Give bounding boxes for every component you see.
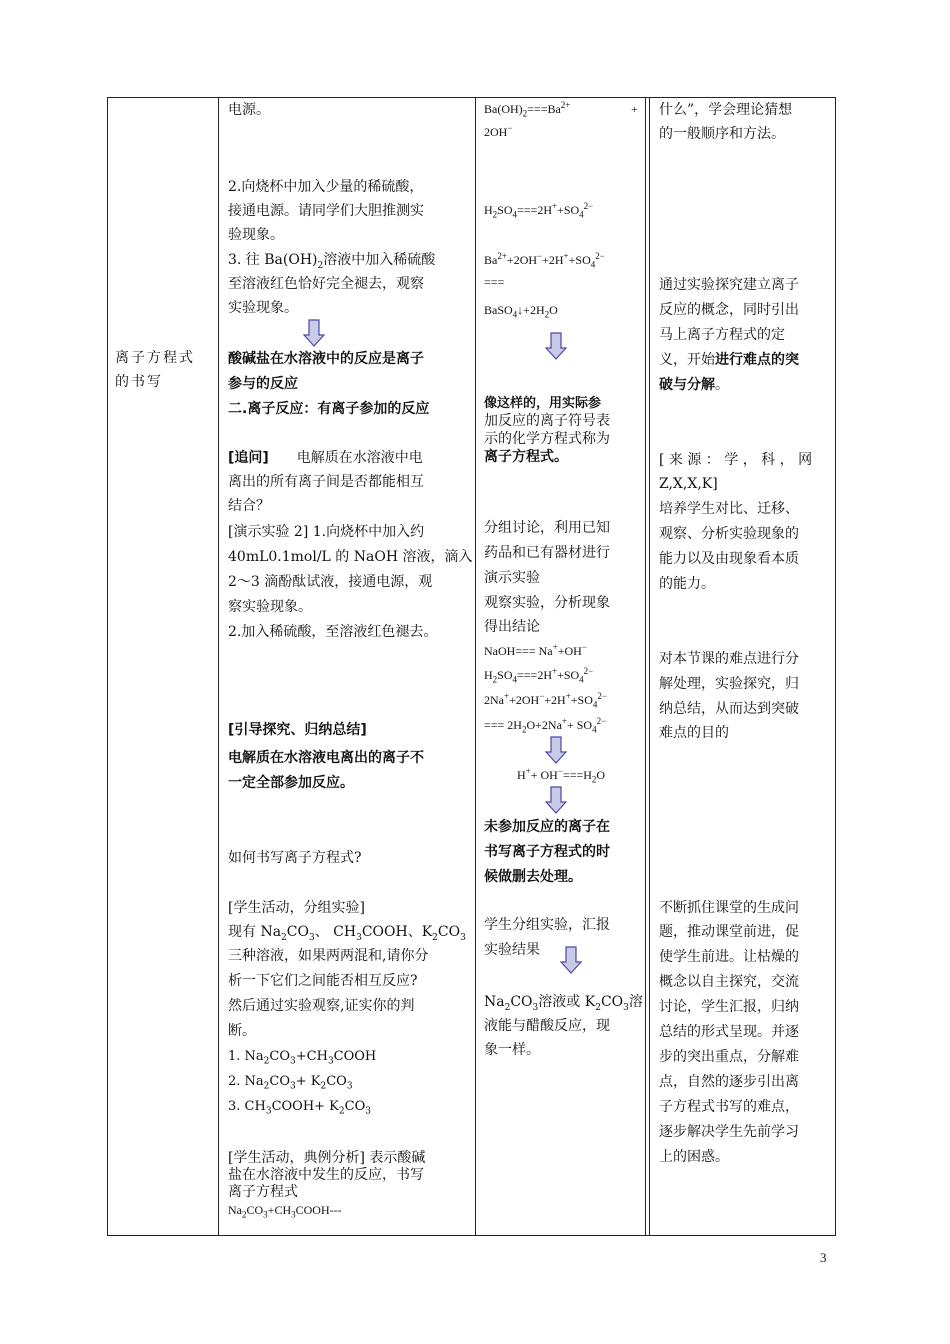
text-line: [追问] 电解质在水溶液中电 — [228, 450, 423, 466]
text-line: 破与分解。 — [659, 377, 729, 393]
source-note: Z,X,X,K] — [659, 476, 718, 492]
text-line: 离出的所有离子间是否都能相互 — [228, 474, 424, 490]
text-line: 什么”，学会理论猜想 — [659, 102, 793, 118]
text-line: 液能与醋酸反应，现 — [484, 1018, 610, 1034]
text-line: 义，开始进行难点的突 — [659, 352, 799, 368]
subsection-heading: [引导探究、归纳总结] — [228, 722, 367, 738]
text-line: [学生活动，典例分析] 表示酸碱 — [228, 1150, 426, 1166]
equation: === — [484, 275, 505, 289]
down-arrow-icon — [303, 319, 325, 347]
definition-line: 像这样的，用实际参 — [484, 396, 602, 411]
key-statement: 参与的反应 — [228, 376, 298, 392]
text-line: 学生分组实验，汇报 — [484, 917, 610, 933]
text-line: 使学生前进。让枯燥的 — [659, 949, 799, 965]
down-arrow-icon — [545, 332, 567, 360]
reaction-item: 1. $Na_2CO_3+CH_3COOH$ — [228, 1049, 377, 1067]
equation: === $2H_2O+2Na^++ SO_4^{2-}$ — [484, 716, 607, 735]
text-line: 40mL0.1mol/L 的 NaOH 溶液，滴入 — [228, 549, 473, 565]
text-line: 上的困惑。 — [659, 1149, 729, 1165]
text-line: 点，自然的逐步引出离 — [659, 1074, 799, 1090]
text-line: 药品和已有器材进行 — [484, 545, 610, 561]
equation: 2OH− — [484, 123, 513, 139]
text-line: $Na_2CO_3$溶液或 $K_2CO_3$溶 — [484, 994, 643, 1013]
equation: + — [631, 102, 638, 116]
equation: $2Na^++2OH^-+2H^++SO_4^{2-}$ — [484, 691, 607, 710]
text-line: 观察、分析实验现象的 — [659, 526, 799, 542]
reaction-item: 2. $Na_2CO_3+ K_2CO_3$ — [228, 1074, 353, 1092]
text-line: 析一下它们之间能否相互反应? — [228, 973, 418, 989]
text-line: 题，推动课堂前进，促 — [659, 924, 799, 940]
text-line: 2～3 滴酚酞试液，接通电源，观 — [228, 574, 433, 590]
text-line: 逐步解决学生先前学习 — [659, 1124, 799, 1140]
text-line: 不断抓住课堂的生成问 — [659, 900, 799, 916]
text-line: 能力以及由现象看本质 — [659, 551, 799, 567]
text-line: 电源。 — [228, 102, 270, 118]
definition-line: 离子方程式。 — [484, 449, 568, 465]
text-line: 讨论，学生汇报，归纳 — [659, 999, 799, 1015]
text-line: 马上离子方程式的定 — [659, 327, 785, 343]
text-line: [演示实验 2] 1.向烧杯中加入约 — [228, 524, 425, 540]
equation: $H_2SO_4===2H^++SO_4^{2-}$ — [484, 666, 594, 685]
key-statement: 酸碱盐在水溶液中的反应是离子 — [228, 351, 424, 367]
text-line: 断。 — [228, 1023, 256, 1039]
key-statement: 电解质在水溶液电离出的离子不 — [228, 750, 424, 766]
text-line: 结合？ — [228, 498, 270, 514]
text-line: 分组讨论，利用已知 — [484, 520, 610, 536]
text-line: 如何书写离子方程式? — [228, 850, 362, 866]
text-line: 2.向烧杯中加入少量的稀硫酸， — [228, 179, 424, 195]
text-line: 通过实验探究建立离子 — [659, 277, 799, 293]
text-line: 总结的形式呈现。并逐 — [659, 1024, 799, 1040]
source-note: [ 来 源 ： 学 ， 科 ， 网 — [659, 452, 813, 468]
text-line: 反应的概念，同时引出 — [659, 302, 799, 318]
equation: $BaSO_4↓+2H_2O$ — [484, 303, 558, 320]
definition-line: 示的化学方程式称为 — [484, 431, 610, 447]
text-line: 的能力。 — [659, 576, 715, 592]
text-line: 得出结论 — [484, 619, 540, 635]
text-line: 子方程式书写的难点， — [659, 1099, 799, 1115]
section-title-line2: 的书写 — [115, 374, 163, 390]
text-line: 验现象。 — [228, 227, 284, 243]
equation: $H_2SO_4===2H^++SO_4^{2-}$ — [484, 201, 594, 220]
text-line: 观察实验，分析现象 — [484, 595, 610, 611]
reaction-item: 3. $CH_3COOH+ K_2CO_3$ — [228, 1099, 371, 1117]
text-line: 2.加入稀硫酸，至溶液红色褪去。 — [228, 624, 438, 640]
down-arrow-icon — [545, 786, 567, 814]
column-divider — [218, 98, 219, 1235]
equation: NaOH=== Na++OH− — [484, 642, 587, 658]
text-line: 接通电源。请同学们大胆推测实 — [228, 203, 424, 219]
text-line: 察实验现象。 — [228, 599, 312, 615]
equation: $Ba(OH)_2===Ba^{2+}$ — [484, 100, 571, 119]
key-statement: 一定全部参加反应。 — [228, 775, 354, 791]
down-arrow-icon — [545, 736, 567, 764]
subsection-heading: 二.离子反应：有离子参加的反应 — [228, 401, 430, 417]
column-divider — [645, 98, 650, 1235]
key-statement: 候做删去处理。 — [484, 869, 582, 885]
text-line: 离子方程式 — [228, 1184, 298, 1200]
text-line: 的一般顺序和方法。 — [659, 126, 785, 142]
text-line: 概念以自主探究，交流 — [659, 974, 799, 990]
equation: $Ba^{2+}+2OH^-+2H^++SO_4^{2-}$ — [484, 251, 605, 270]
text-line: 演示实验 — [484, 570, 540, 586]
text-line: 现有 $Na_2CO_3$、 $CH_3COOH$、$K_2CO_3$ — [228, 924, 466, 943]
text-line: 实验现象。 — [228, 300, 298, 316]
text-line: 至溶液红色恰好完全褪去，观察 — [228, 276, 424, 292]
text-line: 象一样。 — [484, 1042, 540, 1058]
text-line: 然后通过实验观察,证实你的判 — [228, 998, 415, 1014]
text-line: 实验结果 — [484, 942, 540, 958]
text-line: 培养学生对比、迁移、 — [659, 501, 799, 517]
section-title-line1: 离子方程式 — [115, 350, 195, 366]
down-arrow-icon — [560, 946, 582, 974]
equation: $Na_2CO_3+CH_3COOH---$ — [228, 1203, 342, 1220]
text-line: 3. 往 $Ba(OH)_2$溶液中加入稀硫酸 — [228, 252, 436, 271]
page-number: 3 — [820, 1250, 827, 1265]
text-line: 盐在水溶液中发生的反应，书写 — [228, 1167, 424, 1183]
text-line: 对本节课的难点进行分 — [659, 651, 799, 667]
text-line: 解处理，实验探究，归 — [659, 676, 799, 692]
equation: $H^++ OH^-===H_2O$ — [517, 766, 606, 785]
definition-line: 加反应的离子符号表 — [484, 413, 610, 429]
text-line: 纳总结，从而达到突破 — [659, 701, 799, 717]
key-statement: 书写离子方程式的时 — [484, 844, 610, 860]
column-divider — [475, 98, 476, 1235]
text-line: [学生活动，分组实验] — [228, 900, 365, 916]
key-statement: 未参加反应的离子在 — [484, 819, 610, 835]
text-line: 三种溶液，如果两两混和,请你分 — [228, 948, 429, 964]
text-line: 步的突出重点，分解难 — [659, 1049, 799, 1065]
text-line: 难点的目的 — [659, 725, 729, 741]
